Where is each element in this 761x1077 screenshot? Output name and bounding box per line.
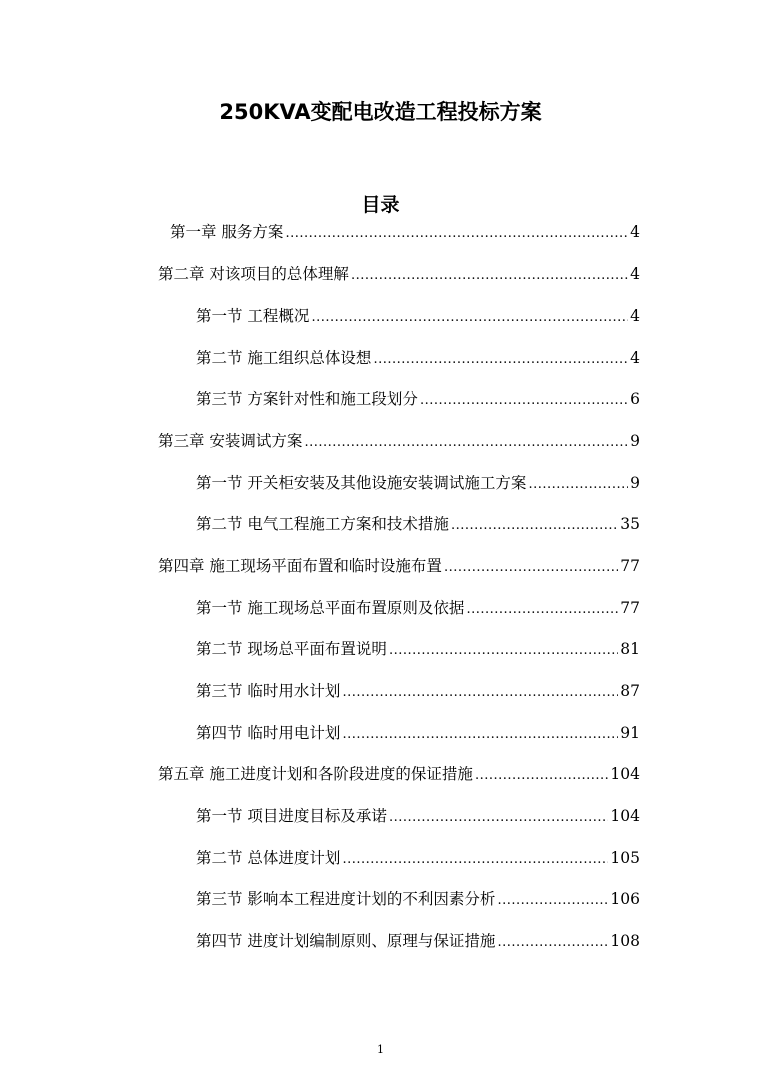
toc-entry-page: 81	[620, 640, 640, 658]
toc-entry-label: 第一节 施工现场总平面布置原则及依据	[196, 599, 465, 617]
toc-entry-page: 6	[630, 390, 640, 408]
toc-entry-label: 第三节 影响本工程进度计划的不利因素分析	[196, 890, 496, 908]
toc-entry-section[interactable]	[196, 306, 640, 328]
toc-leader-dots	[342, 683, 618, 703]
toc-entry-section[interactable]	[196, 723, 640, 745]
toc-entry-label: 第三节 临时用水计划	[196, 682, 341, 700]
toc-entry-label: 第四章 施工现场平面布置和临时设施布置	[158, 557, 442, 575]
toc-entry-page: 9	[630, 432, 640, 450]
toc-entry-section[interactable]	[196, 348, 640, 370]
toc-entry-section[interactable]	[196, 806, 640, 828]
toc-entry-section[interactable]	[196, 473, 640, 495]
toc-entry-section[interactable]	[196, 848, 640, 870]
toc-leader-dots	[475, 766, 608, 786]
toc-leader-dots	[342, 725, 618, 745]
toc-entry-page: 104	[610, 807, 640, 825]
toc-entry-label: 第二节 施工组织总体设想	[196, 349, 372, 367]
toc-entry-label: 第三节 方案针对性和施工段划分	[196, 390, 418, 408]
toc-entry-page: 87	[620, 682, 640, 700]
footer-page-number: 1	[377, 1043, 384, 1056]
toc-entry-chapter-2[interactable]	[158, 264, 640, 286]
toc-leader-dots	[373, 350, 628, 370]
toc-entry-label: 第一节 项目进度目标及承诺	[196, 807, 387, 825]
toc-leader-dots	[351, 266, 628, 286]
toc-leader-dots	[342, 850, 608, 870]
toc-entry-page: 104	[610, 765, 640, 783]
toc-leader-dots	[528, 475, 628, 495]
toc-leader-dots	[497, 933, 608, 953]
document-title: 250KVA变配电改造工程投标方案	[219, 100, 542, 124]
toc-entry-section[interactable]	[196, 514, 640, 536]
toc-entry-chapter-5[interactable]	[158, 764, 640, 786]
toc-entry-section[interactable]	[196, 389, 640, 411]
toc-entry-page: 77	[620, 557, 640, 575]
toc-entry-section[interactable]	[196, 598, 640, 620]
toc-leader-dots	[285, 224, 628, 244]
toc-entry-page: 4	[630, 265, 640, 283]
toc-entry-page: 4	[630, 223, 640, 241]
toc-entry-page: 35	[620, 515, 640, 533]
toc-entry-label: 第二节 现场总平面布置说明	[196, 640, 387, 658]
toc-entry-label: 第一节 开关柜安装及其他设施安装调试施工方案	[196, 474, 527, 492]
toc-entry-section[interactable]	[196, 889, 640, 911]
toc-leader-dots	[311, 308, 628, 328]
toc-leader-dots	[444, 558, 618, 578]
toc-entry-label: 第一节 工程概况	[196, 307, 310, 325]
toc-entry-chapter-1[interactable]	[170, 222, 640, 244]
toc-entry-label: 第二节 总体进度计划	[196, 849, 341, 867]
toc-heading: 目录	[361, 194, 400, 216]
toc-entry-label: 第二章 对该项目的总体理解	[158, 265, 349, 283]
toc-entry-label: 第一章 服务方案	[170, 223, 284, 241]
toc-leader-dots	[420, 391, 628, 411]
toc-entry-section[interactable]	[196, 931, 640, 953]
toc-entry-page: 77	[620, 599, 640, 617]
toc-entry-page: 108	[610, 932, 640, 950]
toc-entry-page: 105	[610, 849, 640, 867]
toc-entry-chapter-3[interactable]	[158, 431, 640, 453]
toc-leader-dots	[451, 516, 618, 536]
toc-entry-chapter-4[interactable]	[158, 556, 640, 578]
toc-leader-dots	[304, 433, 628, 453]
toc-leader-dots	[389, 641, 618, 661]
toc-entry-page: 91	[620, 724, 640, 742]
toc-leader-dots	[389, 808, 608, 828]
toc-entry-label: 第四节 临时用电计划	[196, 724, 341, 742]
toc-entry-label: 第二节 电气工程施工方案和技术措施	[196, 515, 449, 533]
toc-entry-page: 106	[610, 890, 640, 908]
toc-entry-page: 4	[630, 349, 640, 367]
toc-leader-dots	[497, 891, 608, 911]
toc-leader-dots	[466, 600, 618, 620]
toc-entry-label: 第四节 进度计划编制原则、原理与保证措施	[196, 932, 496, 950]
toc-entry-page: 9	[630, 474, 640, 492]
toc-entry-page: 4	[630, 307, 640, 325]
toc-entry-label: 第五章 施工进度计划和各阶段进度的保证措施	[158, 765, 473, 783]
toc-entry-section[interactable]	[196, 639, 640, 661]
toc-entry-section[interactable]	[196, 681, 640, 703]
toc-entry-label: 第三章 安装调试方案	[158, 432, 303, 450]
